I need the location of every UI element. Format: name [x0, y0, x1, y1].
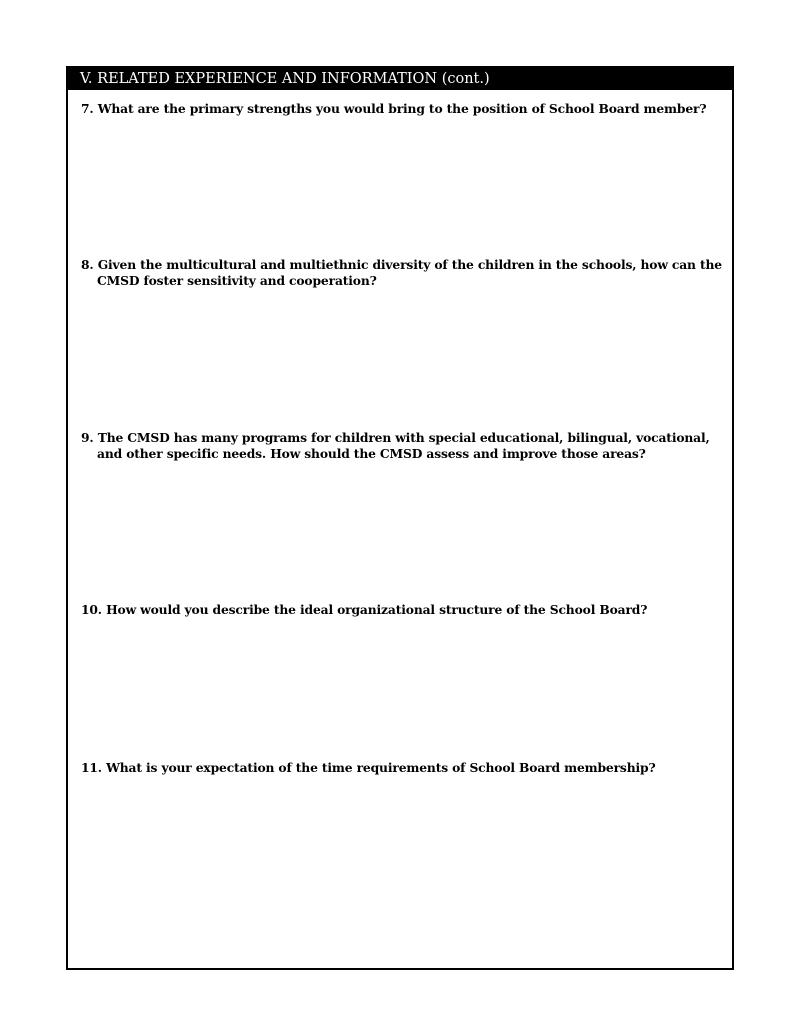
question-text: The CMSD has many programs for children with special educational, bilingual, vocational, and other specific needs. How should the CMSD assess and improve those areas?	[97, 430, 710, 461]
question-9	[81, 430, 726, 462]
answer-area-8[interactable]	[81, 292, 726, 422]
question-text: Given the multicultural and multiethnic diversity of the children in the schools, how can the CMSD foster sensitivity and cooperation?	[97, 257, 722, 288]
section-header: V. RELATED EXPERIENCE AND INFORMATION (cont.)	[68, 68, 732, 90]
question-number: 11.	[81, 760, 102, 775]
question-text: What are the primary strengths you would bring to the position of School Board member?	[97, 101, 707, 116]
question-text: What is your expectation of the time requirements of School Board membership?	[106, 760, 656, 775]
question-8	[81, 257, 726, 289]
form-section-frame	[66, 66, 734, 970]
question-number: 8.	[81, 257, 94, 272]
question-number: 10.	[81, 602, 102, 617]
question-number: 9.	[81, 430, 94, 445]
answer-area-10[interactable]	[81, 621, 726, 751]
answer-area-9[interactable]	[81, 465, 726, 595]
question-10	[81, 602, 726, 618]
question-number: 7.	[81, 101, 94, 116]
question-11	[81, 760, 726, 776]
answer-area-11[interactable]	[81, 779, 726, 959]
question-7	[81, 101, 726, 117]
answer-area-7[interactable]	[81, 120, 726, 250]
question-text: How would you describe the ideal organizational structure of the School Board?	[106, 602, 648, 617]
